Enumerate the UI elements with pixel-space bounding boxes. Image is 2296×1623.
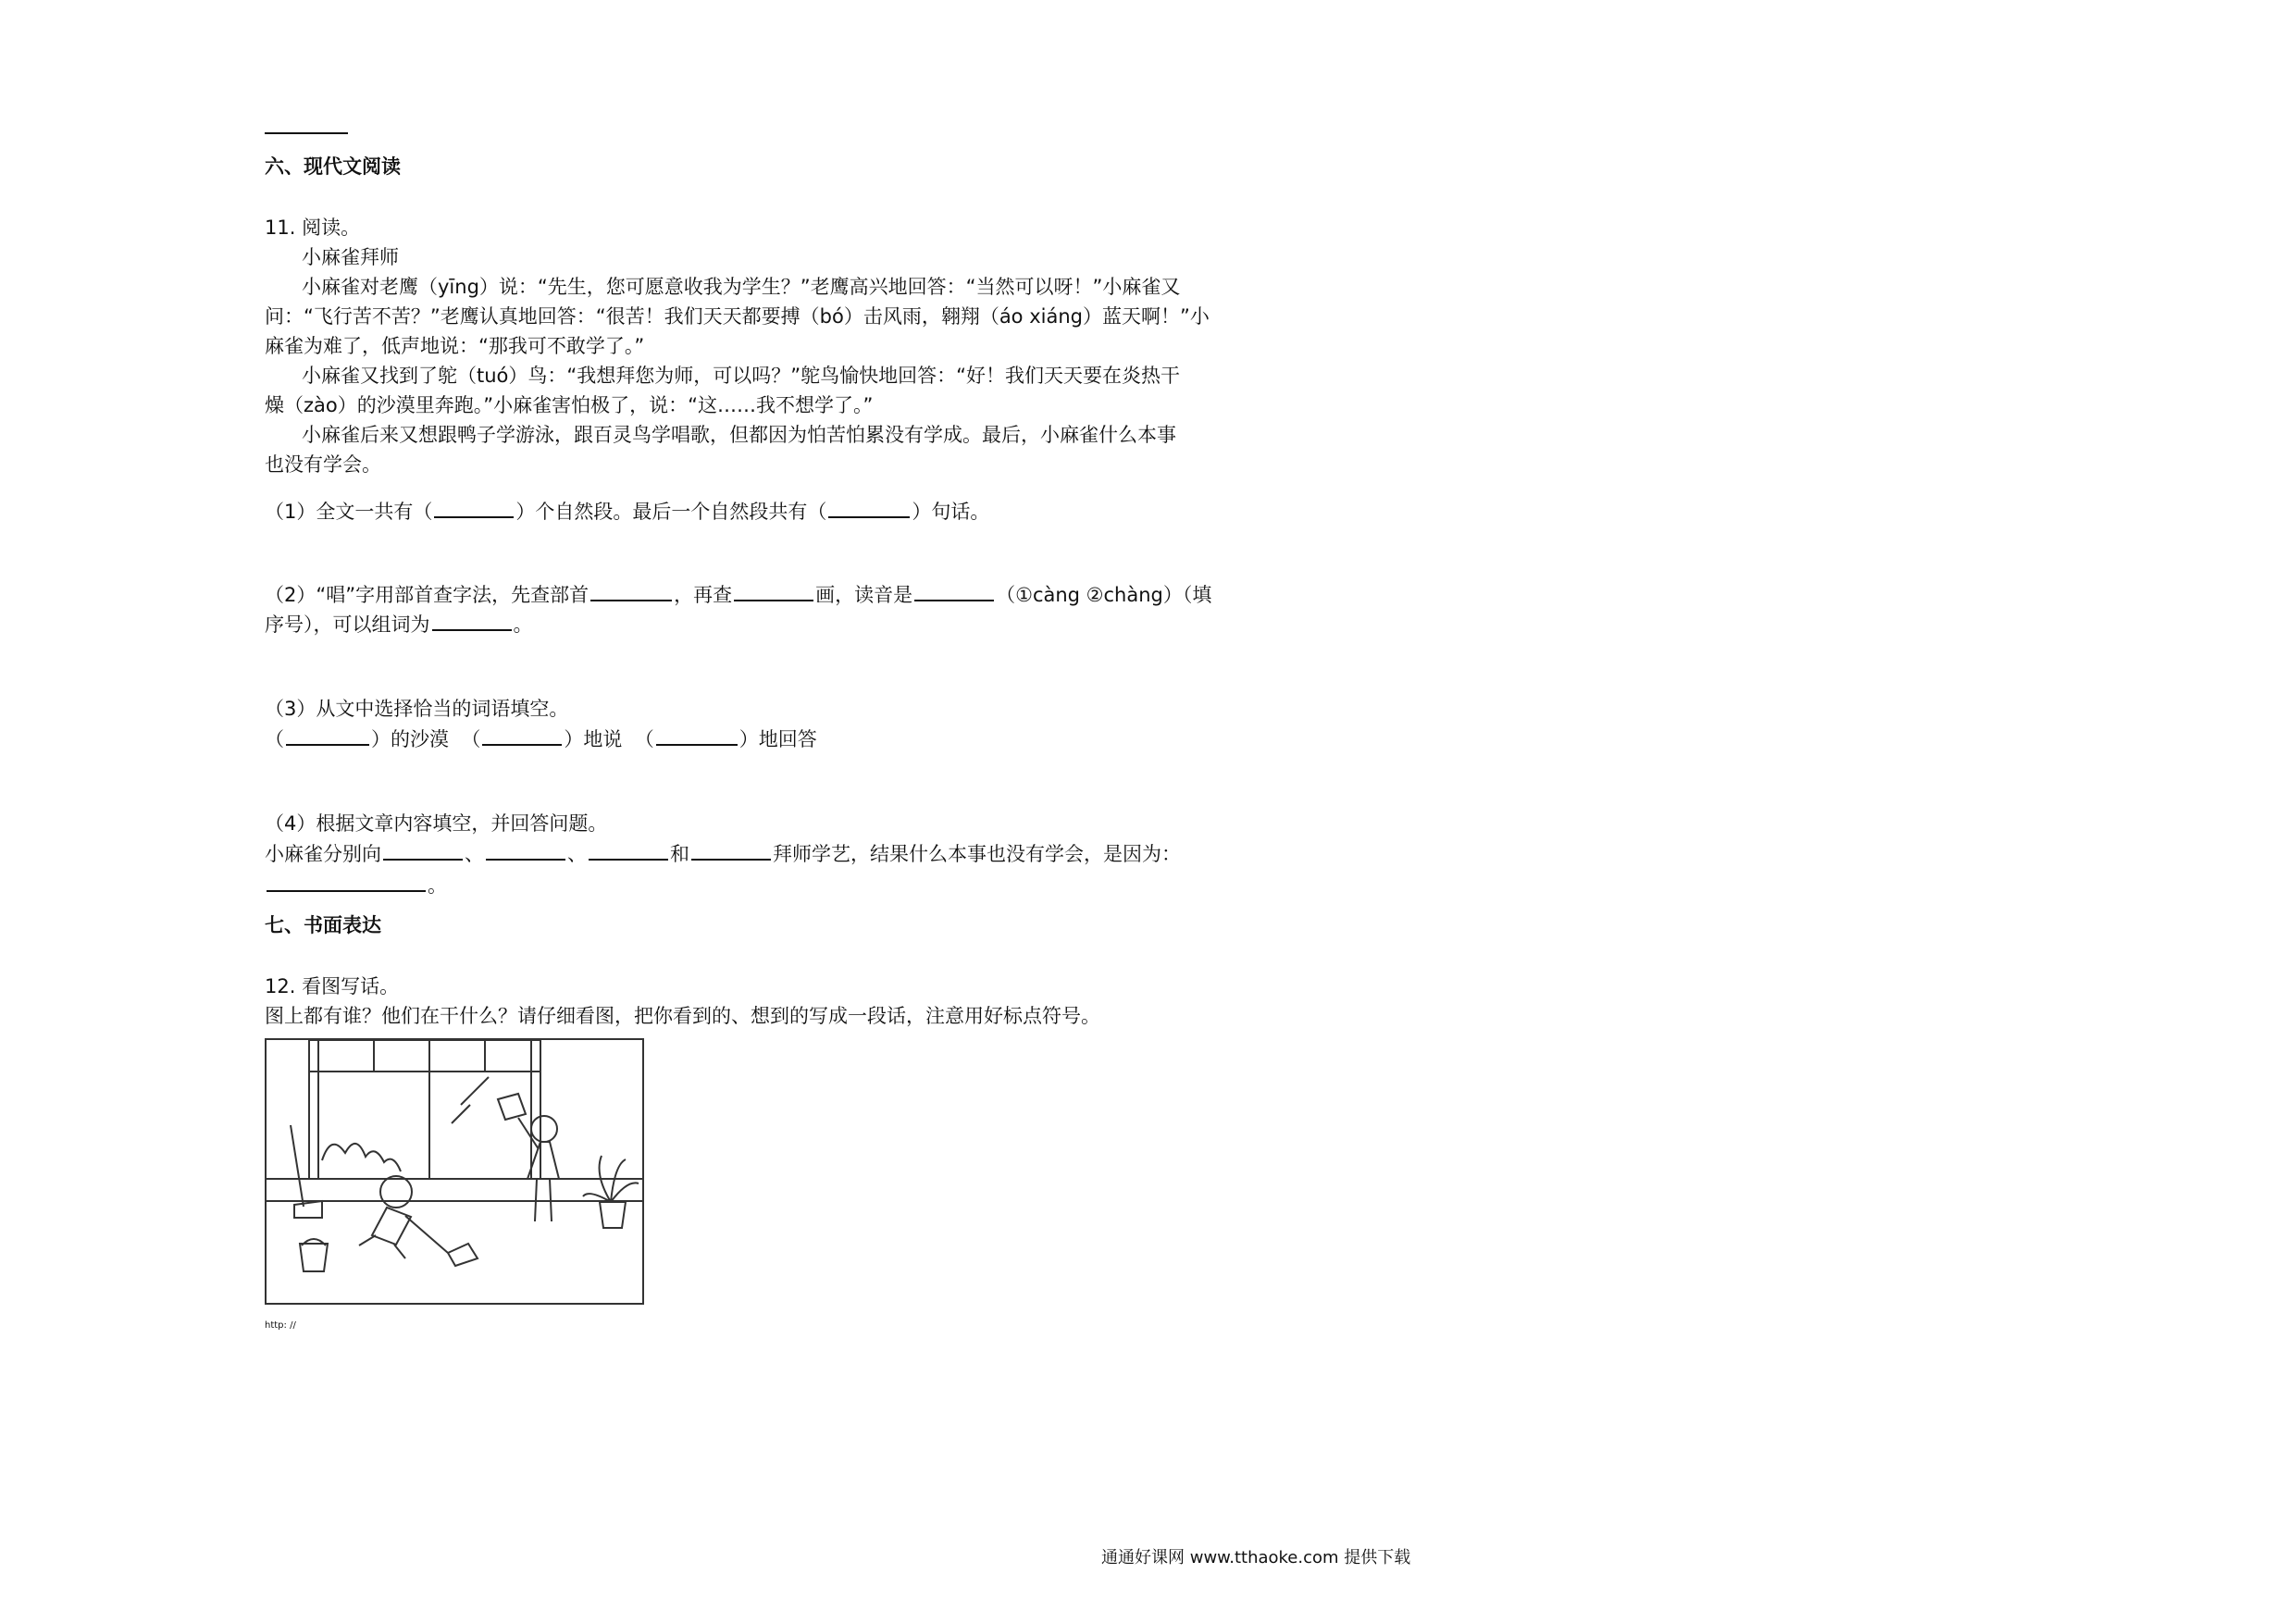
q12-stem: 12. 看图写话。: [265, 975, 400, 997]
q11-sub2-line1: （2）“唱”字用部首查字法，先查部首 ，再查 画，读音是 （①càng ②chàng）（填: [265, 579, 1211, 610]
passage-line-7: 也没有学会。: [265, 453, 381, 476]
small-url-text: http: //: [265, 1320, 296, 1331]
answer-blank[interactable]: [434, 496, 514, 518]
answer-blank[interactable]: [734, 579, 813, 601]
answer-blank[interactable]: [589, 838, 668, 861]
answer-blank[interactable]: [432, 609, 512, 631]
answer-blank[interactable]: [656, 724, 738, 746]
answer-blank[interactable]: [590, 579, 672, 601]
passage-line-5: 燥（zào）的沙漠里奔跑。”小麻雀害怕极了，说：“这……我不想学了。”: [265, 394, 874, 416]
q11-sub4-line1: 小麻雀分别向 、 、 和 拜师学艺，结果什么本事也没有学会，是因为：: [265, 838, 1181, 869]
q11-sub2-line2: 序号），可以组词为 。: [265, 609, 533, 639]
answer-blank[interactable]: [267, 870, 426, 892]
illustration-children-cleaning: [265, 1038, 644, 1305]
answer-blank[interactable]: [691, 838, 771, 861]
q11-sub4-line2: 。: [265, 870, 447, 900]
q11-sub4-prompt: （4）根据文章内容填空，并回答问题。: [265, 812, 608, 835]
q11-sub1: （1）全文一共有（ ）个自然段。最后一个自然段共有（ ）句话。: [265, 496, 989, 527]
answer-blank[interactable]: [914, 579, 994, 601]
passage-line-3: 麻雀为难了，低声地说：“那我可不敢学了。”: [265, 335, 645, 357]
q11-sub3-prompt: （3）从文中选择恰当的词语填空。: [265, 698, 569, 720]
section-7-title: 七、书面表达: [265, 914, 381, 936]
answer-blank[interactable]: [486, 838, 565, 861]
passage-line-1: 小麻雀对老鹰（yīng）说：“先生，您可愿意收我为学生？”老鹰高兴地回答：“当然可以呀！”小麻雀又: [302, 276, 1181, 298]
q11-sub3-items: （ ）的沙漠 （ ）地说 （ ）地回答: [265, 724, 817, 754]
footer-credit: 通通好课网 www.tthaoke.com 提供下载: [1101, 1548, 1411, 1567]
passage-line-2: 问：“飞行苦不苦？”老鹰认真地回答：“很苦！我们天天都要搏（bó）击风雨，翱翔（áo xiáng）蓝天啊！”小: [265, 305, 1210, 328]
answer-blank[interactable]: [828, 496, 910, 518]
top-rule: [265, 132, 348, 134]
passage-line-6: 小麻雀后来又想跟鸭子学游泳，跟百灵鸟学唱歌，但都因为怕苦怕累没有学成。最后，小麻雀什么本事: [302, 424, 1176, 446]
answer-blank[interactable]: [383, 838, 463, 861]
answer-blank[interactable]: [286, 724, 369, 746]
passage-title: 小麻雀拜师: [302, 246, 399, 268]
q11-stem: 11. 阅读。: [265, 217, 361, 239]
passage-line-4: 小麻雀又找到了鸵（tuó）鸟：“我想拜您为师，可以吗？”鸵鸟愉快地回答：“好！我们天天要在炎热干: [302, 365, 1181, 387]
cleaning-scene-drawing: [267, 1040, 642, 1303]
answer-blank[interactable]: [482, 724, 562, 746]
section-6-title: 六、现代文阅读: [265, 155, 401, 178]
q12-prompt: 图上都有谁？他们在干什么？请仔细看图，把你看到的、想到的写成一段话，注意用好标点符号。: [265, 1005, 1100, 1027]
